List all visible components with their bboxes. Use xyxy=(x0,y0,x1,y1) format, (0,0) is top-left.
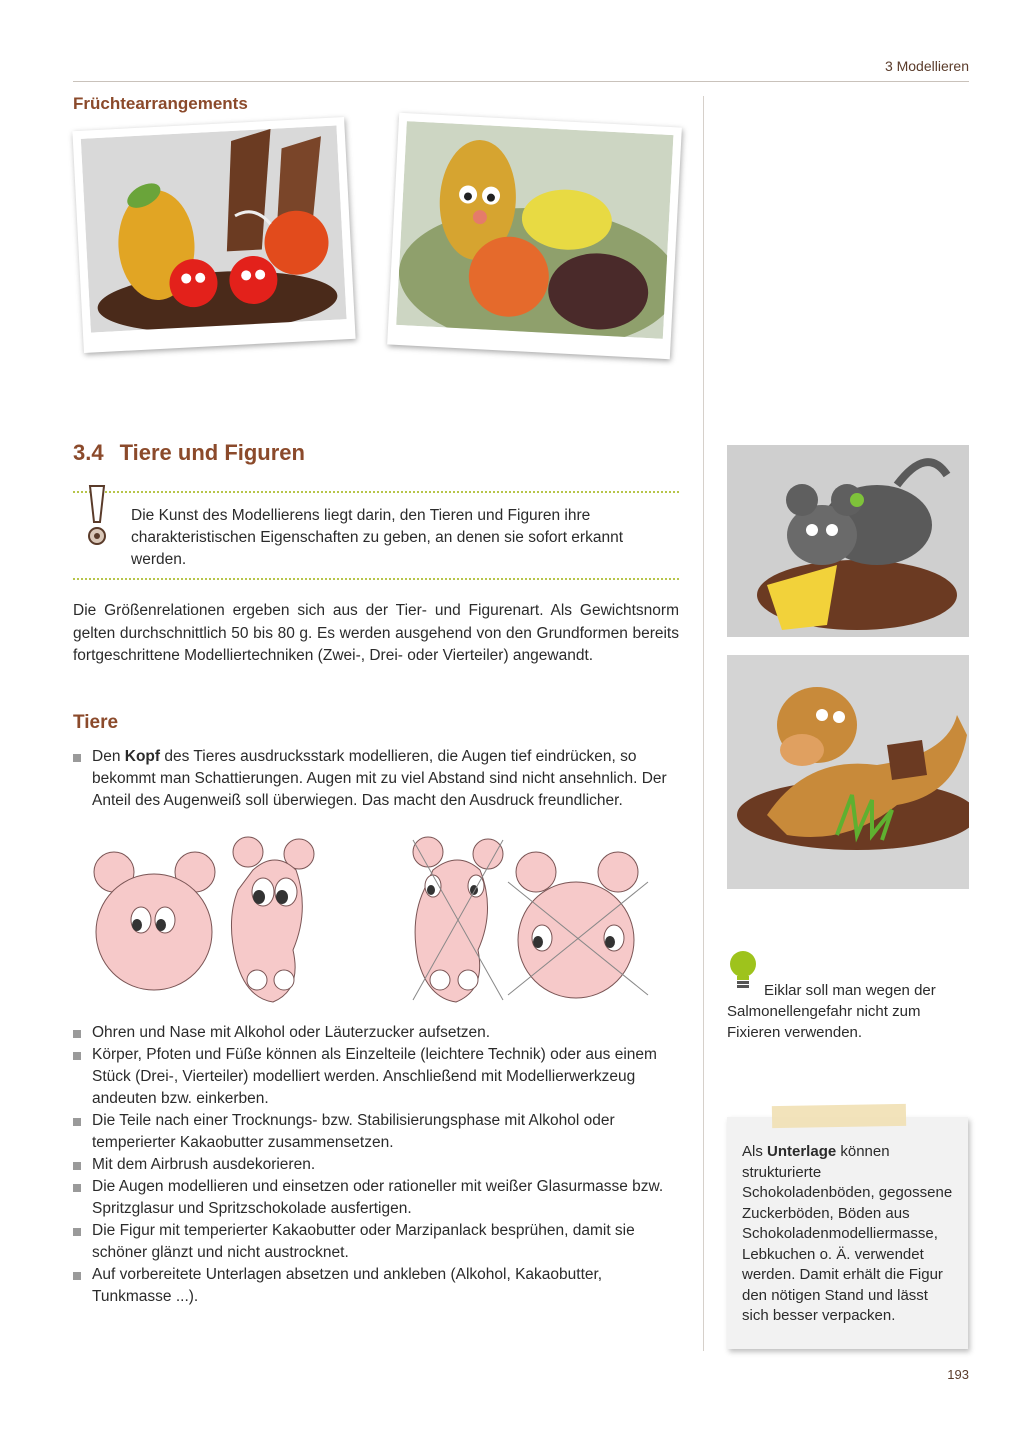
list-item: Die Figur mit temperierter Kakaobutter oder Marzipanlack besprühen, damit sie schöner glänzt und nicht austrocknet. xyxy=(73,1220,679,1264)
column-divider xyxy=(703,96,704,1351)
fruit-section-title: Früchtearrangements xyxy=(73,94,248,113)
list-item: Auf vorbereitete Unterlagen absetzen und ankleben (Alkohol, Kakaobutter, Tunkmasse ...). xyxy=(73,1264,679,1308)
important-note-text: Die Kunst des Modellierens liegt darin, den Tieren und Figuren ihre charakteristischen Eigenschaften zu geben, an denen sie sofort erkannt werden. xyxy=(131,507,624,568)
fruit-photo-2 xyxy=(387,113,682,359)
list-item: Ohren und Nase mit Alkohol oder Läuterzucker aufsetzen. xyxy=(73,1022,679,1044)
tiere-heading: Tiere xyxy=(73,712,119,733)
horse-figure-photo xyxy=(727,655,969,889)
header-rule xyxy=(73,81,969,82)
section-heading xyxy=(73,440,305,466)
list-item: Körper, Pfoten und Füße können als Einzelteile (leichtere Technik) oder aus einem Stück (Drei-, Vierteiler) modelliert werden. Anschließend mit Modellierwerkzeug andeuten bzw. einkerben. xyxy=(73,1044,679,1110)
list-item: Die Teile nach einer Trocknungs- bzw. Stabilisierungsphase mit Alkohol oder temperierter Kakaobutter zusammensetzen. xyxy=(73,1110,679,1154)
section-title: Tiere und Figuren xyxy=(119,440,305,465)
tape-strip xyxy=(772,1104,906,1128)
fruit-photo-1 xyxy=(72,117,355,353)
tip-text: Eiklar soll man wegen der Salmonellengefahr nicht zum Fixieren verwenden. xyxy=(727,982,936,1041)
running-head: 3 Modellieren xyxy=(884,58,969,74)
list-item: Die Augen modellieren und einsetzen oder rationeller mit weißer Glasurmasse bzw. Spritzglasur und Spritzschokolade ausfertigen. xyxy=(73,1176,679,1220)
technique-bullet-list xyxy=(73,1022,679,1308)
note-top-rule xyxy=(73,491,679,493)
mouse-figure-photo xyxy=(727,445,969,637)
side-note-text: Als Unterlage können strukturierte Schokoladenböden, gegossene Zuckerböden, Böden aus Schokoladenmodelliermasse, Lebkuchen o. Ä. verwendet werden. Damit erhält die Figur den nötigen Stand und lässt sich besser verpacken. xyxy=(742,1143,953,1324)
exclamation-icon xyxy=(80,482,116,552)
head-bullet-list xyxy=(73,746,679,812)
list-item: Den Kopf des Tieres ausdrucksstark modellieren, die Augen tief eindrücken, so bekommt man Schattierungen. Augen mit zu viel Abstand sind nicht ansehnlich. Der Anteil des Augenweiß soll überwiegen. Das macht den Ausdruck freundlicher. xyxy=(73,746,679,812)
intro-paragraph: Die Größenrelationen ergeben sich aus der Tier- und Figurenart. Als Gewichtsnorm gelten durchschnittlich 50 bis 80 g. Es werden ausgehend von den Grundformen bereits fortgeschrittene Modelliertechniken (Zwei-, Drei- oder Vierteiler) angewandt. xyxy=(73,602,679,664)
list-item: Mit dem Airbrush ausdekorieren. xyxy=(73,1154,679,1176)
eye-placement-diagram xyxy=(88,830,668,1010)
page-number: 193 xyxy=(947,1367,969,1382)
note-bottom-rule xyxy=(73,578,679,580)
section-number: 3.4 xyxy=(73,440,104,465)
